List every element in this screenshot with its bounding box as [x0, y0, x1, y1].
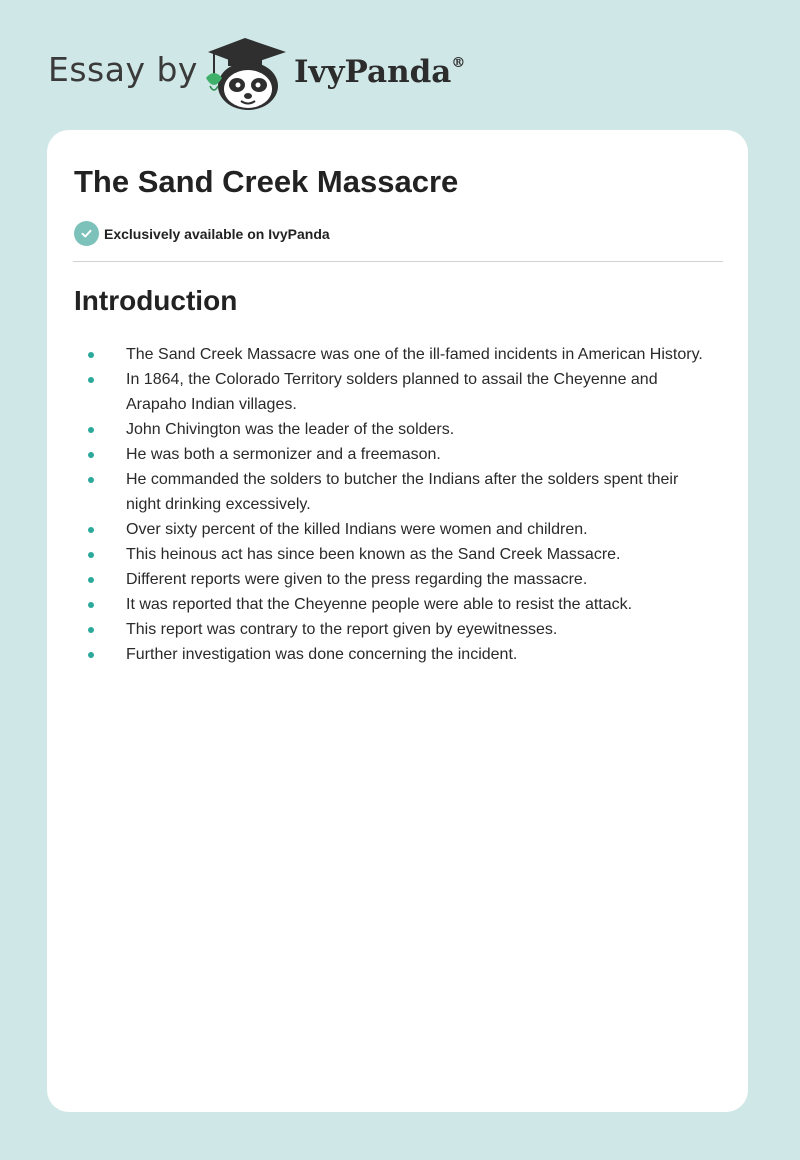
site-header: [48, 34, 548, 114]
brand-name[interactable]: IvyPanda®: [294, 54, 466, 90]
list-item: [47, 642, 748, 667]
bullet-dot: [88, 602, 94, 608]
bullet-dot: [88, 452, 94, 458]
bullet-dot: [88, 527, 94, 533]
list-item: [47, 567, 748, 592]
essay-card: [47, 130, 748, 1112]
list-item-text: This report was contrary to the report given by eyewitnesses.: [126, 621, 558, 638]
list-item: [47, 442, 748, 467]
list-item: [47, 342, 748, 367]
bullet-dot: [88, 652, 94, 658]
list-item: [47, 592, 748, 617]
list-item-text: Further investigation was done concerning the incident.: [126, 646, 518, 663]
section-heading: Introduction: [74, 285, 238, 316]
bullet-dot: [88, 352, 94, 358]
list-item-text: The Sand Creek Massacre was one of the ill-famed incidents in American History.: [126, 346, 703, 363]
bullet-list: [47, 342, 748, 667]
list-item-text: Different reports were given to the press regarding the massacre.: [126, 571, 588, 588]
bullet-dot: [88, 552, 94, 558]
page-title: The Sand Creek Massacre: [74, 164, 459, 199]
list-item: [47, 367, 748, 417]
bullet-dot: [88, 577, 94, 583]
list-item: [47, 517, 748, 542]
list-item-text: He commanded the solders to butcher the Indians after the solders spent their night drinking excessively.: [126, 471, 679, 513]
bullet-dot: [88, 427, 94, 433]
badge-text: Exclusively available on IvyPanda: [104, 225, 330, 242]
panda-graduate-icon[interactable]: [200, 34, 290, 114]
list-item-text: Over sixty percent of the killed Indians were women and children.: [126, 521, 588, 538]
list-item: [47, 417, 748, 442]
list-item-text: It was reported that the Cheyenne people were able to resist the attack.: [126, 596, 633, 613]
bullet-dot: [88, 477, 94, 483]
bullet-dot: [88, 377, 94, 383]
list-item: [47, 467, 748, 517]
essay-by-label: Essay by: [48, 50, 198, 89]
list-item-text: He was both a sermonizer and a freemason.: [126, 446, 441, 463]
list-item: [47, 617, 748, 642]
list-item-text: John Chivington was the leader of the solders.: [126, 421, 455, 438]
title-divider: [73, 261, 723, 262]
check-icon: [74, 221, 99, 246]
registered-mark: ®: [451, 54, 466, 71]
exclusive-badge: [74, 221, 330, 246]
list-item-text: In 1864, the Colorado Territory solders planned to assail the Cheyenne and Arapaho Indian villages.: [126, 371, 658, 413]
list-item-text: This heinous act has since been known as the Sand Creek Massacre.: [126, 546, 621, 563]
bullet-dot: [88, 627, 94, 633]
list-item: [47, 542, 748, 567]
